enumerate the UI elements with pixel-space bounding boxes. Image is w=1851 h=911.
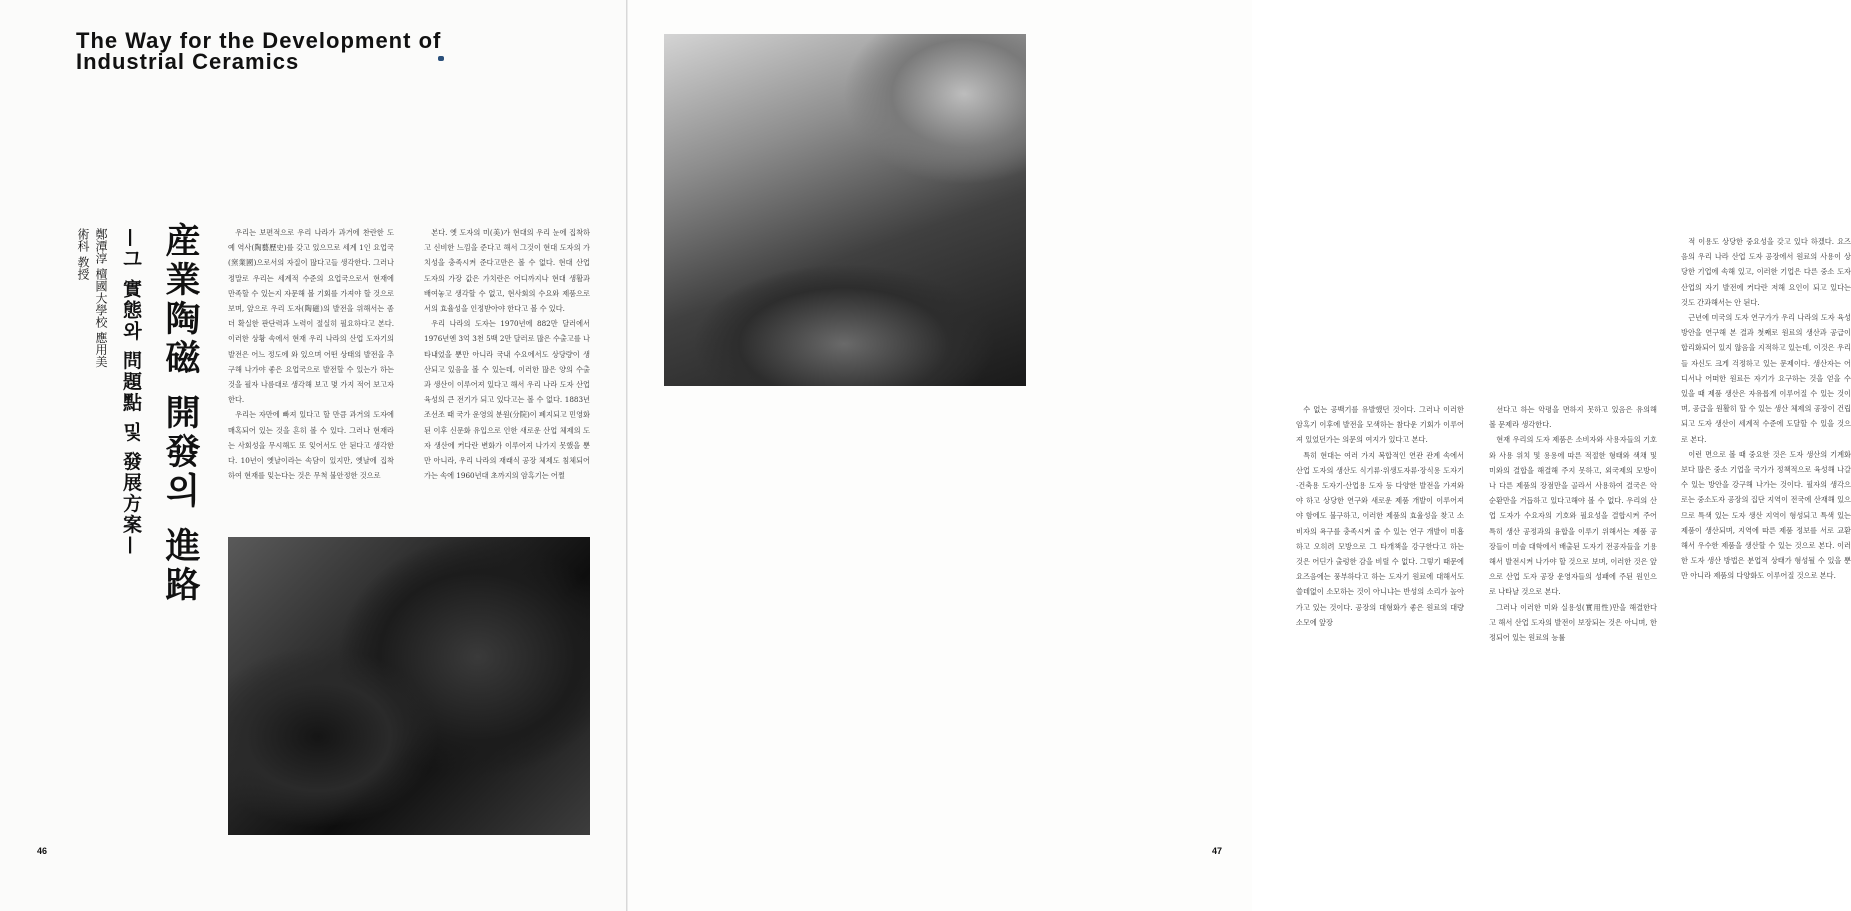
korean-subtitle: —그 實態와 問題點 및 發展方案— [120, 228, 142, 557]
text-column-5 [1681, 234, 1851, 584]
paragraph: 본다. 옛 도자의 미(美)가 현대의 우리 눈에 집착하고 신비한 느낌을 준다고 해서 그것이 현대 도자의 가치성을 충족시켜 준다고만은 볼 수 없다. 현대 산업 도자의 가장 값은 가치란은 어디까지나 현대 생활과 배여놓고 생각할 수 없고, 현사회의 수요와 제품으로서의 효율성을 인정받아야 한다고 볼 수 있다. [424, 228, 590, 314]
text-column-2 [424, 225, 590, 483]
text-column-1 [228, 225, 394, 483]
paragraph: 선다고 하는 악평을 면하지 못하고 있음은 유의해 볼 문제라 생각한다. [1489, 405, 1657, 430]
paragraph: 우리는 보편적으로 우리 나라가 과거에 찬란한 도예 역사(陶藝歷史)를 갖고 있으므로 세계 1인 요업국(窯業國)으로서의 자질이 많다고들 생각한다. 그러나 정말로 우리는 세계적 수준의 요업국으로서 현재에 만족할 수 있는지 자문해 볼 기회를 가져야 할 것으로 보며, 앞으로 우리 도자(陶磁)의 발전을 위해서는 좀더 확실한 판단력과 노력이 절실히 필요하다고 본다. 이러한 상황 속에서 현재 우리 나라의 산업 도자기의 발전은 어느 정도에 와 있으며 어떤 상태의 발전을 추구해 나가야 좋은 요업국으로 발전할 수 있는가 하는 것을 필자 나름대로 생각해 보고 몇 가지 적어 보고자 한다. [228, 228, 394, 405]
english-title-line2: Industrial Ceramics [76, 49, 300, 74]
paragraph: 적 이용도 상당한 중요성을 갖고 있다 하겠다. 요즈음의 우리 나라 산업 도자 공장에서 원료의 사용이 상당한 기업에 속해 있고, 이러한 기업은 다른 중소 도자 산업의 자기 발전에 커다란 저해 요인이 되고 있다는 것도 간과해서는 안 된다. [1681, 237, 1851, 307]
slip-casting-photo [664, 34, 1026, 386]
paragraph: 현재 우리의 도자 제품은 소비자와 사용자들의 기호와 사용 위치 및 용용에 따른 적절한 형태와 색채 및 미와의 결합을 해결해 주지 못하고, 외국제의 모방이나 다른 제품의 장점만을 골라서 사용하여 결국은 악순환만을 거듭하고 있다고해야 볼 수 없다. 우리의 산업 도자가 수요자의 기호와 필요성을 결합시켜 주어 특히 생산 공정과의 융합을 이루기 위해서는 제품 공장들이 미술 대학에서 배출된 도자기 전공자들을 기용해서 발전시켜 나가야 할 것으로 보며, 이러한 것은 앞으로 산업 도자 공장 운영자들의 성패에 주된 원인으로 나타날 것으로 본다. [1489, 435, 1657, 597]
text-column-4 [1489, 402, 1657, 645]
author-byline: 鄭潭淳 檀國大學校 應用美術科 教授 [76, 228, 108, 368]
decorative-dot [438, 56, 444, 61]
paragraph: 우리는 자만에 빠져 있다고 할 만큼 과거의 도자에 매혹되어 있는 것을 흔히 볼 수 있다. 그러나 현재라는 사회성을 무시해도 또 잊어서도 안 된다고 생각한다. 10년이 옛날이라는 속담이 있지만, 옛날에 집착하여 현재를 잊는다는 것은 무척 불안정한 것으로 [228, 410, 394, 481]
right-page [628, 0, 1851, 911]
page-number-left: 46 [37, 846, 48, 856]
ceramics-work-photo [228, 537, 590, 835]
paragraph: 특히 현대는 여러 가지 복합적인 연관 관계 속에서 산업 도자의 생산도 식기류·위생도자류·장식용 도자기·건축용 도자기·산업용 도자 등 다양한 발전을 가져와야 하고 상당한 연구와 새로운 제품 개발이 이루어져야 함에도 불구하고, 이러한 제품의 효율성을 찾고 소비자의 욕구를 충족시켜 줄 수 있는 연구 개발이 미흡하고 오히려 모방으로 그 타개책을 강구한다고 하는 것은 어딘가 출렁한 감을 비릴 수 없다. 그렇기 때문에 요즈음에는 풍부하다고 하는 도자기 원료에 대해서도 쓸데없이 소모하는 것이 아니냐는 반성의 소리가 높아 가고 있는 것이다. 공장의 대형화가 좋은 원료의 대량 소모에 앞장 [1296, 450, 1464, 627]
paragraph: 그러나 이러한 미와 실용성(實用性)만을 해결한다고 해서 산업 도자의 발전이 보장되는 것은 아니며, 한정되어 있는 원료의 능률 [1489, 602, 1657, 643]
paragraph: 이런 면으로 볼 때 중요한 것은 도자 생산의 기계화보다 많은 중소 기업을 국가가 정책적으로 육성해 나갈 수 있는 방안을 강구해 나가는 것이다. 필자의 생각으로는 중소도자 공장의 집단 지역이 전국에 산재해 있으므로 특색 있는 도자 생산 지역이 형성되고 특색 있는 제품이 생산되며, 지역에 따른 제품 정보를 서로 교환해서 우수한 제품을 생산할 수 있는 것으로 본다. 이러한 도자 생산 방법은 분업적 상태가 형성될 수 있을 뿐만 아니라 제품의 다양화도 이루어질 것으로 본다. [1681, 449, 1851, 581]
english-title [76, 30, 441, 72]
left-page [0, 0, 626, 911]
paragraph: 근년에 미국의 도자 연구가가 우리 나라의 도자 육성 방안을 연구해 본 결과 첫째로 원료의 생산과 공급이 합리화되어 있지 않음을 지적하고 있는데, 이것은 우리들 자신도 크게 걱정하고 있는 문제이다. 생산자는 어디서나 어떠한 원료든 자기가 요구하는 것을 얻을 수 있을 때 제품 생산은 자유롭게 이루어질 수 있는 것이며, 공급을 원활히 할 수 있는 생산 체제의 공장이 건립되고 도자 생산이 세계적 수준에 도달할 수 있을 것으로 본다. [1681, 313, 1851, 444]
paragraph: 우리 나라의 도자는 1970년에 882만 달러에서 1976년엔 3억 3천 5백 2만 달러로 많은 수출고를 나타내었을 뿐만 아니라 국내 수요에서도 상당량이 생산되고 있음을 볼 수 있는데, 이러한 많은 양의 수출과 생산이 이루어져 있다고 해서 우리 나라 도자 산업 육성의 큰 전기가 되고 있다고는 볼 수 없다. 1883년 조선조 때 국가 운영의 분원(分院)이 폐지되고 민영화된 이후 신문화 유입으로 인한 새로운 산업 체제의 도자 생산에 커다란 변화가 이루어져 나가지 못했을 뿐만 아니라, 우리 나라의 재래식 공장 체제도 침체되어 가는 속에 1960년대 초까지의 암흑기는 어쩔 [424, 319, 590, 481]
text-column-3 [1296, 402, 1464, 630]
paragraph: 수 없는 공백기를 유발했던 것이다. 그러나 이러한 암흑기 이후에 발전을 모색하는 참다운 기회가 이루어져 있었던가는 의문의 여지가 있다고 본다. [1296, 405, 1464, 445]
english-title-line1: The Way for the Development of [76, 28, 442, 53]
korean-title: 産業陶磁 開發의 進路 [160, 222, 201, 606]
page-number-right: 47 [1212, 846, 1223, 856]
